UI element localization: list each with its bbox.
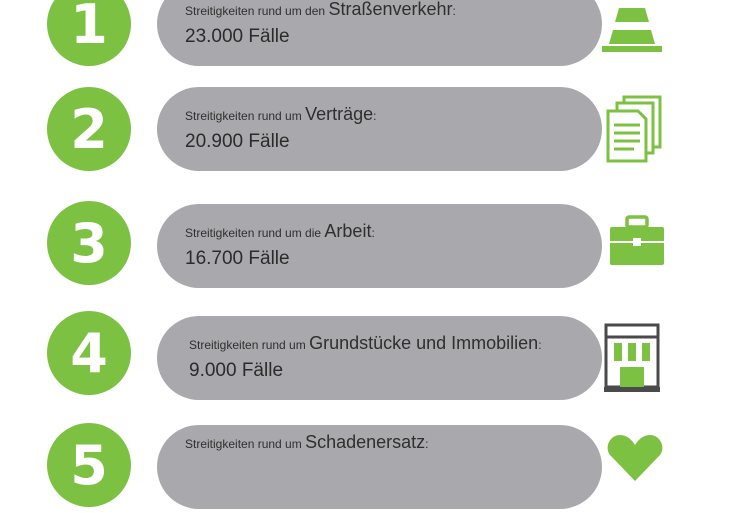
description-prefix: Streitigkeiten rund um [185, 437, 302, 451]
description-suffix: : [538, 338, 542, 352]
list-item-4 [0, 311, 750, 401]
case-count: 23.000 Fälle [185, 26, 290, 47]
description [189, 332, 602, 356]
description [185, 0, 602, 22]
description [185, 220, 602, 244]
topic-label: Verträge [305, 104, 374, 124]
list-item-5 [0, 423, 750, 513]
list-item-3 [0, 201, 750, 291]
heart-icon [606, 433, 664, 483]
description-suffix: : [371, 226, 375, 240]
description-prefix: Streitigkeiten rund um die [185, 226, 322, 240]
description [185, 431, 602, 455]
rank-badge: 1 [47, 0, 131, 66]
description-suffix: : [373, 109, 377, 123]
case-count: 9.000 Fälle [189, 360, 284, 381]
info-pill [157, 204, 602, 288]
description-prefix: Streitigkeiten rund um den [185, 4, 326, 18]
traffic-cone-icon [600, 0, 664, 54]
info-pill [157, 0, 602, 66]
info-pill [157, 87, 602, 171]
rank-badge: 4 [47, 311, 131, 395]
briefcase-icon [608, 215, 666, 267]
rank-badge: 2 [47, 87, 131, 171]
description [185, 103, 602, 127]
case-count: 16.700 Fälle [185, 248, 290, 269]
topic-label: Schadenersatz [305, 432, 426, 452]
topic-label: Grundstücke und Immobilien [309, 333, 539, 353]
description-prefix: Streitigkeiten rund um [185, 109, 302, 123]
list-item-1 [0, 0, 750, 72]
topic-label: Arbeit [324, 221, 372, 241]
description-prefix: Streitigkeiten rund um [189, 338, 306, 352]
list-item-2 [0, 87, 750, 177]
description-suffix: : [452, 4, 456, 18]
case-count: 20.900 Fälle [185, 131, 290, 152]
topic-label: Straßenverkehr [328, 0, 453, 19]
rank-badge: 3 [47, 201, 131, 285]
building-icon [604, 323, 660, 393]
info-pill [157, 316, 602, 400]
documents-icon [604, 95, 664, 165]
rank-badge: 5 [47, 423, 131, 507]
description-suffix: : [425, 437, 429, 451]
info-pill [157, 425, 602, 509]
